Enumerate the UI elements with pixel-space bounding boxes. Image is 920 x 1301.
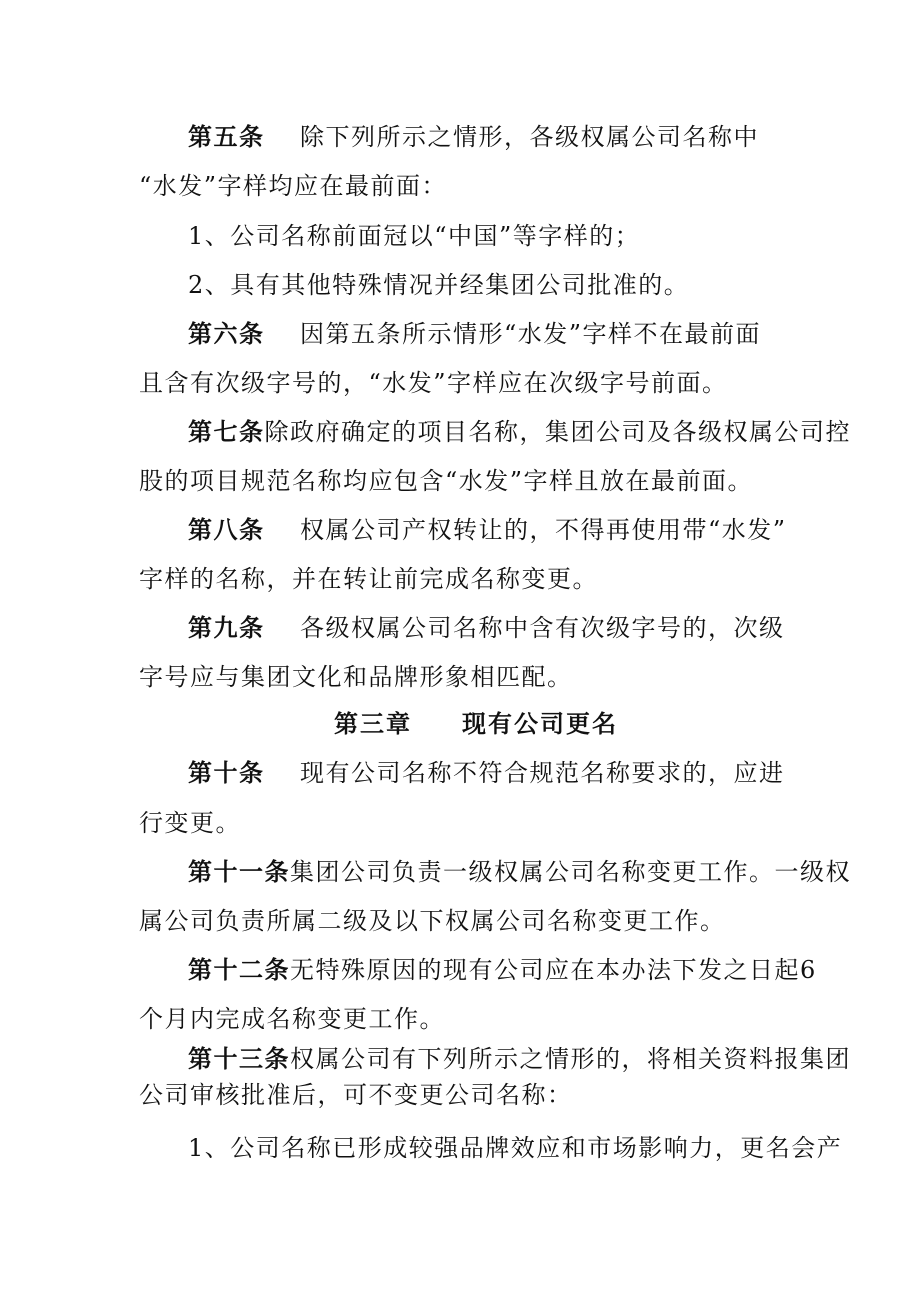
art9-text1: 各级权属公司名称中含有次级字号的，次级 — [300, 614, 785, 642]
art10-line1 — [188, 758, 785, 788]
art6-line1 — [188, 319, 761, 349]
art6-label: 第六条 — [188, 319, 265, 348]
art12-label: 第十二条 — [188, 955, 290, 984]
art7-label: 第七条 — [188, 417, 265, 446]
art11-label: 第十一条 — [188, 857, 290, 886]
art13-text1: 权属公司有下列所示之情形的，将相关资料报集团 — [290, 1045, 851, 1073]
art8-line2: 字样的名称，并在转让前完成名称变更。 — [139, 565, 598, 593]
art7-text1: 除政府确定的项目名称，集团公司及各级权属公司控 — [264, 418, 851, 446]
art12-text1: 无特殊原因的现有公司应在本办法下发之日起6 — [290, 956, 817, 984]
art9-line1 — [188, 613, 785, 643]
chapter-number: 第三章 — [334, 709, 412, 738]
art6-line2: 且含有次级字号的，“水发”字样应在次级字号前面。 — [139, 369, 728, 397]
art8-label: 第八条 — [188, 515, 265, 544]
art8-line1 — [188, 515, 787, 545]
art10-text1: 现有公司名称不符合规范名称要求的，应进 — [300, 759, 785, 787]
art5-label: 第五条 — [188, 122, 265, 151]
chapter-heading — [334, 709, 618, 739]
chapter-title: 现有公司更名 — [462, 709, 618, 738]
art7-line1 — [188, 417, 851, 447]
art12-line2: 个月内完成名称变更工作。 — [139, 1005, 445, 1033]
art5-text1: 除下列所示之情形，各级权属公司名称中 — [300, 123, 759, 151]
art6-text1: 因第五条所示情形“水发”字样不在最前面 — [300, 320, 762, 348]
art8-text1: 权属公司产权转让的，不得再使用带“水发” — [300, 516, 787, 544]
art12-line1 — [188, 955, 817, 985]
art11-text1: 集团公司负责一级权属公司名称变更工作。一级权 — [290, 858, 851, 886]
art5-item1: 1、公司名称前面冠以“中国”等字样的； — [188, 222, 641, 250]
art9-label: 第九条 — [188, 613, 265, 642]
art5-item2: 2、具有其他特殊情况并经集团公司批准的。 — [188, 271, 690, 299]
art13-line1 — [188, 1044, 851, 1074]
art5-line2: “水发”字样均应在最前面： — [139, 172, 448, 200]
art13-label: 第十三条 — [188, 1044, 290, 1073]
art13-line2: 公司审核批准后，可不变更公司名称： — [139, 1081, 573, 1109]
art10-line2: 行变更。 — [139, 809, 241, 837]
art7-line2: 股的项目规范名称均应包含“水发”字样且放在最前面。 — [139, 467, 754, 495]
art13-item1: 1、公司名称已形成较强品牌效应和市场影响力，更名会产 — [188, 1134, 843, 1162]
art5-line1 — [188, 122, 759, 152]
art10-label: 第十条 — [188, 758, 265, 787]
art9-line2: 字号应与集团文化和品牌形象相匹配。 — [139, 663, 573, 691]
art11-line2: 属公司负责所属二级及以下权属公司名称变更工作。 — [139, 907, 726, 935]
art11-line1 — [188, 857, 851, 887]
